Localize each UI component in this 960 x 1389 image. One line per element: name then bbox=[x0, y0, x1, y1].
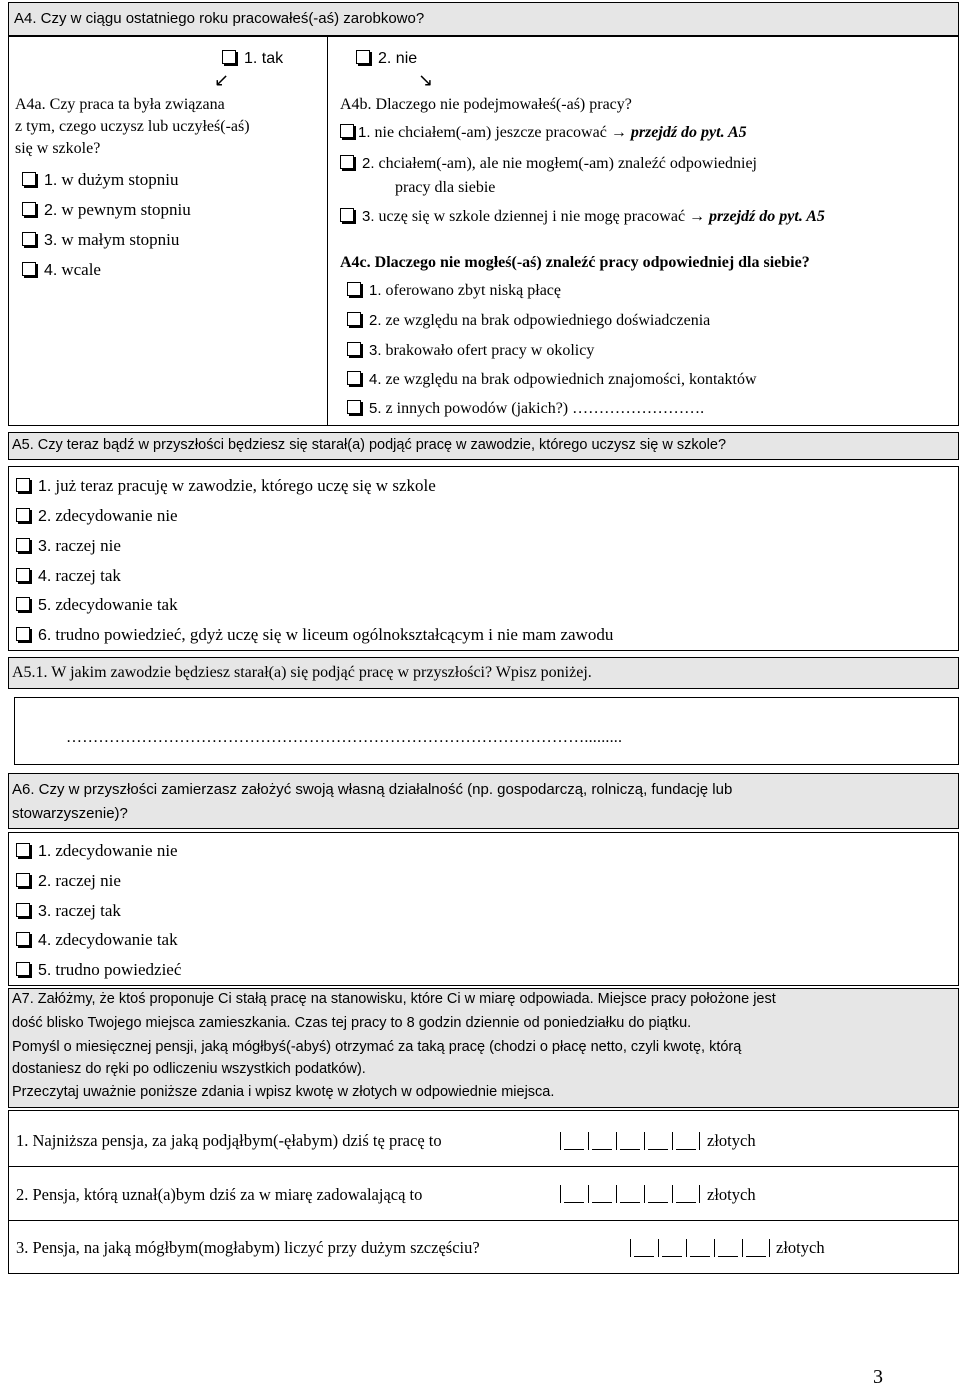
checkbox[interactable] bbox=[22, 172, 36, 186]
a6-option-1[interactable]: 1. zdecydowanie nie bbox=[16, 841, 178, 861]
a5-option-3[interactable]: 3. raczej nie bbox=[16, 536, 121, 556]
page-number: 3 bbox=[873, 1366, 883, 1388]
a7-line-1: A7. Załóżmy, że ktoś proponuje Ci stałą pracę na stanowisku, które Ci w miarę odpowiada. Miejsce pracy położone jest bbox=[12, 991, 776, 1007]
a4-yes-option[interactable]: 1. tak bbox=[222, 50, 283, 68]
a7-line-4: dostaniesz do ręki po odliczeniu wszystkich podatków). bbox=[12, 1061, 366, 1077]
a4a-question-line-2: z tym, czego uczysz lub uczyłeś(-aś) bbox=[15, 118, 250, 135]
checkbox[interactable] bbox=[16, 932, 30, 946]
checkbox[interactable] bbox=[22, 202, 36, 216]
checkbox[interactable] bbox=[16, 873, 30, 887]
checkbox[interactable] bbox=[340, 124, 354, 138]
a4b-option-1[interactable]: 1. nie chciałem(-am) jeszcze pracować → przejdź do pyt. A5 bbox=[340, 124, 747, 142]
a4a-option-4[interactable]: 4. wcale bbox=[22, 260, 101, 280]
arrow-down-left-icon: ↙ bbox=[214, 70, 230, 90]
arrow-down-right-icon: ↘ bbox=[418, 70, 434, 90]
a5-option-2[interactable]: 2. zdecydowanie nie bbox=[16, 506, 178, 526]
a7-row-3-amount-field[interactable] bbox=[630, 1239, 770, 1257]
checkbox[interactable] bbox=[347, 342, 361, 356]
a5-option-4[interactable]: 4. raczej tak bbox=[16, 566, 121, 586]
a7-row-2-text: 2. Pensja, którą uznał(a)bym dziś za w miarę zadowalającą to bbox=[16, 1185, 423, 1204]
a7-line-5: Przeczytaj uważnie poniższe zdania i wpisz kwotę w złotych w odpowiednie miejsca. bbox=[12, 1084, 555, 1100]
checkbox[interactable] bbox=[347, 282, 361, 296]
checkbox[interactable] bbox=[16, 508, 30, 522]
a4c-question: A4c. Dlaczego nie mogłeś(-aś) znaleźć pracy odpowiedniej dla siebie? bbox=[340, 254, 810, 271]
arrow-right-icon: → bbox=[610, 124, 627, 141]
table-divider bbox=[8, 1220, 959, 1221]
a4c-option-2[interactable]: 2. ze względu na brak odpowiedniego doświadczenia bbox=[347, 312, 710, 330]
a7-row-1-amount-field[interactable] bbox=[560, 1132, 700, 1150]
a51-answer-dots: ……………………………………………………………………………………......... bbox=[66, 729, 623, 746]
a4b-question: A4b. Dlaczego nie podejmowałeś(-aś) pracy? bbox=[340, 96, 632, 113]
a6-option-5[interactable]: 5. trudno powiedzieć bbox=[16, 960, 181, 980]
a4b-option-2-line-2: pracy dla siebie bbox=[395, 179, 496, 196]
a4c-option-1[interactable]: 1. oferowano zbyt niską płacę bbox=[347, 282, 561, 300]
a7-row-2-amount-field[interactable] bbox=[560, 1185, 700, 1203]
a7-line-2: dość blisko Twojego miejsca zamieszkania. Czas tej pracy to 8 godzin dziennie od poniedziałku do piątku. bbox=[12, 1015, 692, 1031]
checkbox[interactable] bbox=[16, 903, 30, 917]
checkbox[interactable] bbox=[356, 50, 370, 64]
checkbox[interactable] bbox=[347, 400, 361, 414]
checkbox[interactable] bbox=[340, 155, 354, 169]
a6-option-3[interactable]: 3. raczej tak bbox=[16, 901, 121, 921]
a4c-option-3[interactable]: 3. brakowało ofert pracy w okolicy bbox=[347, 342, 594, 360]
a6-option-4[interactable]: 4. zdecydowanie tak bbox=[16, 930, 178, 950]
checkbox[interactable] bbox=[16, 538, 30, 552]
a4a-option-3[interactable]: 3. w małym stopniu bbox=[22, 230, 179, 250]
a6-question-line-1: A6. Czy w przyszłości zamierzasz założyć swoją własną działalność (np. gospodarczą, rolniczą, fundację lub bbox=[12, 781, 733, 798]
checkbox[interactable] bbox=[16, 962, 30, 976]
a4a-option-2[interactable]: 2. w pewnym stopniu bbox=[22, 200, 191, 220]
a4a-question-line-3: się w szkole? bbox=[15, 140, 101, 157]
a4a-question-line-1: A4a. Czy praca ta była związana bbox=[15, 96, 225, 113]
checkbox[interactable] bbox=[222, 50, 236, 64]
table-divider bbox=[8, 1166, 959, 1167]
checkbox[interactable] bbox=[22, 232, 36, 246]
a6-question-line-2: stowarzyszenie)? bbox=[12, 805, 128, 822]
a51-question: A5.1. W jakim zawodzie będziesz starał(a) się podjąć pracę w przyszłości? Wpisz poniżej. bbox=[12, 664, 592, 681]
a7-row-2-unit: złotych bbox=[707, 1185, 756, 1204]
a7-line-3: Pomyśl o miesięcznej pensji, jaką mógłbyś(-abyś) otrzymać za taką pracę (chodzi o płacę netto, czyli kwotę, którą bbox=[12, 1039, 742, 1055]
a5-option-1[interactable]: 1. już teraz pracuję w zawodzie, którego uczę się w szkole bbox=[16, 476, 436, 496]
checkbox[interactable] bbox=[16, 627, 30, 641]
checkbox[interactable] bbox=[340, 208, 354, 222]
checkbox[interactable] bbox=[22, 262, 36, 276]
checkbox[interactable] bbox=[16, 478, 30, 492]
a4a-option-1[interactable]: 1. w dużym stopniu bbox=[22, 170, 178, 190]
a4-no-option[interactable]: 2. nie bbox=[356, 50, 417, 68]
a4c-option-5[interactable]: 5. z innych powodów (jakich?) ……………………. bbox=[347, 400, 704, 418]
a4-question: A4. Czy w ciągu ostatniego roku pracowałeś(-aś) zarobkowo? bbox=[14, 10, 425, 27]
a7-row-1-text: 1. Najniższa pensja, za jaką podjąłbym(-ęłabym) dziś tę pracę to bbox=[16, 1131, 442, 1150]
a4c-option-4[interactable]: 4. ze względu na brak odpowiednich znajomości, kontaktów bbox=[347, 371, 757, 389]
a7-row-1-unit: złotych bbox=[707, 1131, 756, 1150]
a5-option-6[interactable]: 6. trudno powiedzieć, gdyż uczę się w liceum ogólnokształcącym i nie mam zawodu bbox=[16, 625, 613, 645]
a4b-option-3[interactable]: 3. uczę się w szkole dziennej i nie mogę pracować → przejdź do pyt. A5 bbox=[340, 208, 825, 226]
a4b-option-2[interactable]: 2. chciałem(-am), ale nie mogłem(-am) znaleźć odpowiedniej bbox=[340, 155, 757, 173]
a7-row-3-unit: złotych bbox=[776, 1238, 825, 1257]
checkbox[interactable] bbox=[16, 568, 30, 582]
checkbox[interactable] bbox=[16, 597, 30, 611]
a7-row-3-text: 3. Pensja, na jaką mógłbym(mogłabym) liczyć przy dużym szczęściu? bbox=[16, 1238, 480, 1257]
a6-option-2[interactable]: 2. raczej nie bbox=[16, 871, 121, 891]
a5-question: A5. Czy teraz bądź w przyszłości będziesz się starał(a) podjąć pracę w zawodzie, którego uczysz się w szkole? bbox=[12, 437, 727, 453]
a5-option-5[interactable]: 5. zdecydowanie tak bbox=[16, 595, 178, 615]
arrow-right-icon: → bbox=[689, 208, 706, 225]
checkbox[interactable] bbox=[347, 312, 361, 326]
checkbox[interactable] bbox=[347, 371, 361, 385]
checkbox[interactable] bbox=[16, 843, 30, 857]
